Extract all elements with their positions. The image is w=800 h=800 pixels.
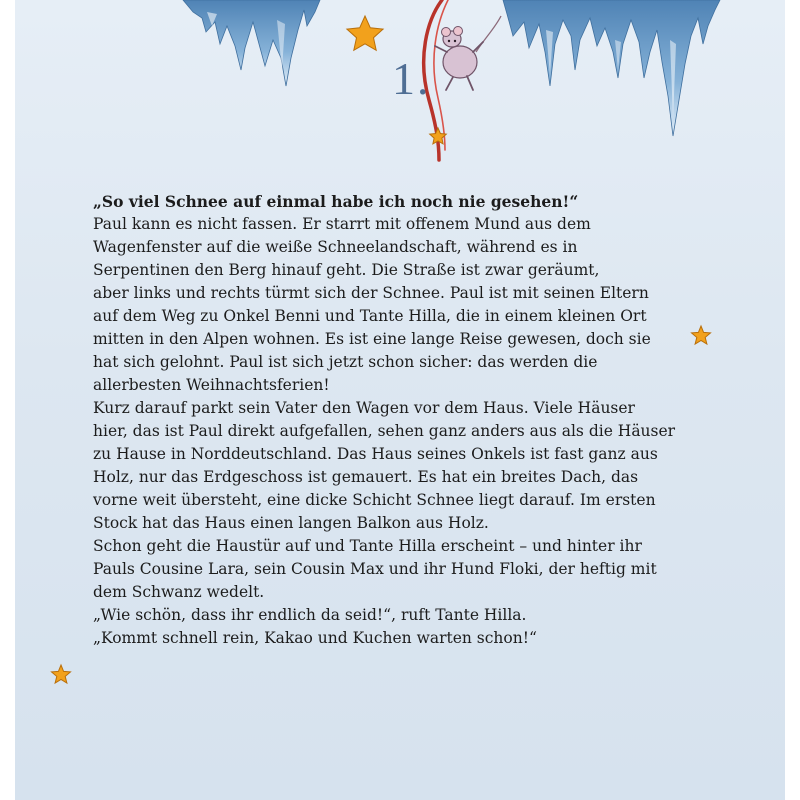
- story-text: [93, 190, 733, 650]
- chapter-number: 1.: [392, 53, 431, 104]
- story-paragraph: „Wie schön, dass ihr endlich da seid!“, ruft Tante Hilla. „Kommt schnell rein, Kakao und Kuchen warten schon!“: [93, 606, 537, 647]
- book-page: [15, 0, 785, 800]
- story-paragraph: Schon geht die Haustür auf und Tante Hilla erscheint – und hinter ihr Pauls Cousine Lara, sein Cousin Max und ihr Hund Floki, der heftig mit dem Schwanz wedelt.: [93, 537, 657, 601]
- right-icicles: [503, 0, 720, 136]
- story-paragraph: Kurz darauf parkt sein Vater den Wagen vor dem Haus. Viele Häuser hier, das ist Paul direkt aufgefallen, sehen ganz anders aus als die Häuser zu Hause in Norddeutschland. Das Haus seines Onkels ist fast ganz aus Holz, nur das Erdgeschoss ist gemauert. Es hat ein breites Dach, das vorne weit übersteht, eine dicke Schicht Schnee liegt darauf. Im ersten Stock hat das Haus einen langen Balkon aus Holz.: [93, 399, 676, 532]
- left-icicles: [183, 0, 320, 86]
- story-headline: „So viel Schnee auf einmal habe ich noch nie gesehen!“: [93, 192, 579, 211]
- story-paragraph: Paul kann es nicht fassen. Er starrt mit offenem Mund aus dem Wagenfenster auf die weiße Schneelandschaft, während es in Serpentinen den Berg hinauf geht. Die Straße ist zwar geräumt, aber links und rechts türmt sich der Schnee. Paul ist mit seinen Eltern auf dem Weg zu Onkel Benni und Tante Hilla, die in einem kleinen Ort mitten in den Alpen wohnen. Es ist eine lange Reise gewesen, doch sie hat sich gelohnt. Paul ist sich jetzt schon sicher: das werden die allerbesten Weihnachtsferien!: [93, 215, 651, 394]
